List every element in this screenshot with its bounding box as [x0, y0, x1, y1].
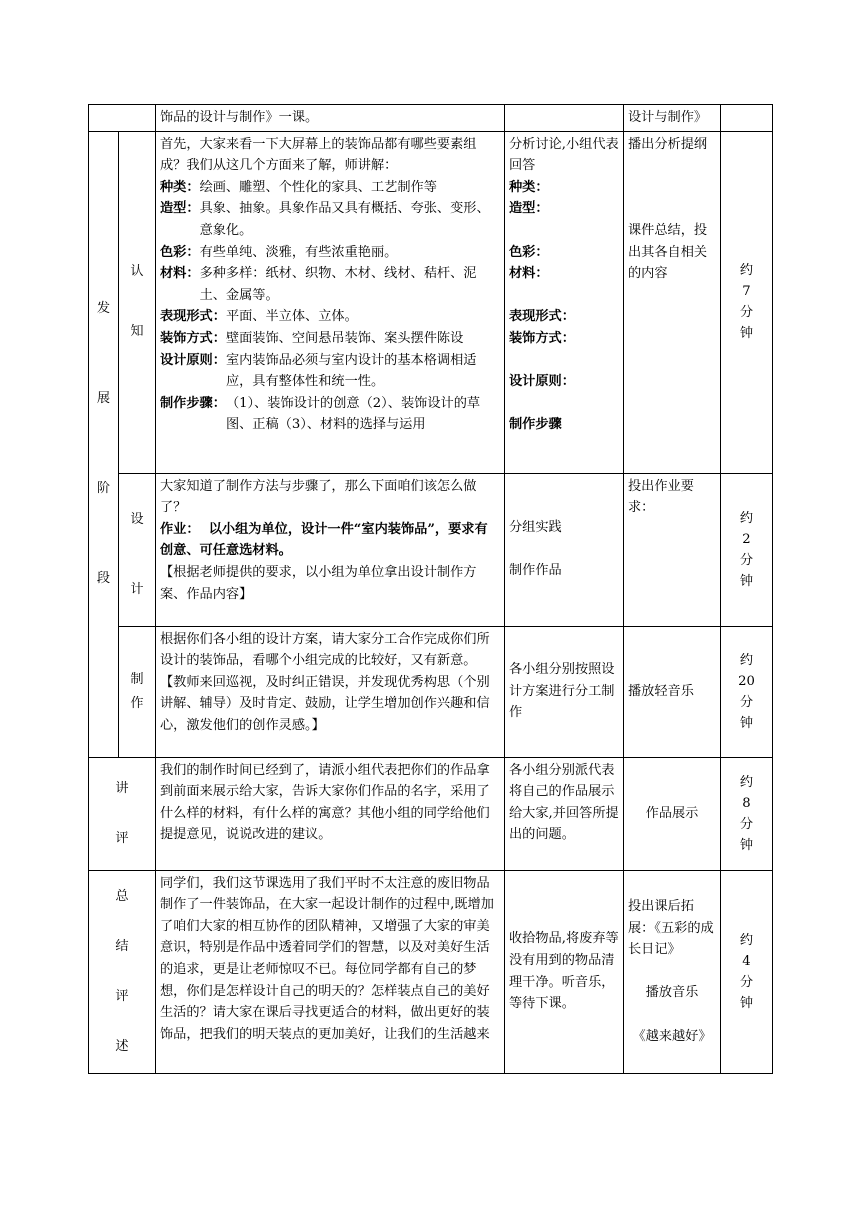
lesson-plan-table — [88, 104, 773, 1074]
summary-teacher: 投出课后拓展：《五彩的成长日记》 播放音乐 《越来越好》 — [624, 870, 721, 1073]
recognize-teacher: 播出分析提纲 课件总结，投出其各自相关的内容 — [624, 131, 721, 473]
design-teacher: 投出作业要求： — [624, 473, 721, 626]
item-steps: 制作步骤： （1）、装饰设计的创意（2）、装饰设计的草图、正稿（3）、材料的选择与运用 — [160, 395, 481, 433]
stage-char: 总 — [115, 888, 129, 904]
stage-char: 结 — [115, 938, 129, 954]
stage-char: 阶 — [96, 481, 111, 497]
recognize-student: 分析讨论,小组代表回答 种类： 造型： 色彩： 材料： 表现形式： 装饰方式： 设计原则： 制作步骤 — [505, 131, 624, 473]
stage-char: 展 — [96, 391, 111, 407]
table-row-make — [89, 626, 773, 757]
stage-char: 评 — [115, 988, 129, 1004]
item-material: 材料： 多种多样：纸材、织物、木材、线材、秸杆、泥土、金属等。 — [160, 266, 477, 303]
homework-label: 作业： — [160, 521, 200, 537]
review-time: 约 8 分 钟 — [721, 757, 773, 870]
item-principle: 设计原则： 室内装饰品必须与室内设计的基本格调相适应，具有整体性和统一性。 — [160, 352, 477, 390]
sub-stage-recognize — [119, 131, 156, 473]
review-student: 各小组分别派代表将自己的作品展示给大家,并回答所提出的问题。 — [505, 757, 624, 870]
recognize-intro: 首先，大家来看一下大屏幕上的装饰品都有哪些要素组成？我们从这几个方面来了解，师讲解： — [160, 136, 477, 174]
table-row-review — [89, 757, 773, 870]
item-decoration: 装饰方式： 壁面装饰、空间悬吊装饰、案头摆件陈设 — [160, 330, 464, 346]
stage-char: 讲 — [115, 780, 129, 796]
item-shape: 造型： 具象、抽象。具象作品又具有概括、夸张、变形、意象化。 — [160, 201, 490, 238]
table-row-continuation — [89, 105, 773, 132]
homework-text: 以小组为单位，设计一件“室内装饰品”，要求有创意、可任意选材料。 — [160, 521, 488, 559]
item-kind: 种类： 绘画、雕塑、个性化的家具、工艺制作等 — [160, 179, 437, 195]
summary-content: 同学们，我们这节课选用了我们平时不太注意的废旧物品制作了一件装饰品，在大家一起设计制作的过程中,既增加了咱们大家的相互协作的团队精神，又增强了大家的审美意识，特别是作品中透着同学们的智慧，以及对美好生活的追求，更是让老师惊叹不已。每位同学都有自己的梦想，你们是怎样设计自己的明天的？怎样装点自己的美好生活的？请大家在课后寻找更适合的材料，做出更好的装饰品，把我们的明天装点的更加美好，让我们的生活越来 — [156, 870, 505, 1073]
teacher-text: 设计与制作》 — [628, 110, 708, 125]
sub-stage-char: 制 — [130, 671, 144, 687]
content-cell — [156, 105, 505, 132]
make-time: 约 20 分 钟 — [721, 626, 773, 757]
item-color: 色彩： 有些单纯、淡雅，有些浓重艳丽。 — [160, 244, 398, 260]
sub-stage-char: 设 — [130, 511, 144, 527]
sub-stage-char: 作 — [130, 695, 144, 711]
stage-develop-cell — [89, 131, 119, 757]
sub-stage-char: 知 — [130, 324, 144, 340]
sub-stage-make — [119, 626, 156, 757]
stage-char: 述 — [115, 1038, 129, 1054]
review-content: 我们的制作时间已经到了，请派小组代表把你们的作品拿到前面来展示给大家，告诉大家你们作品的名字，采用了什么样的材料，有什么样的寓意？其他小组的同学给他们提提意见，说说改进的建议。 — [156, 757, 505, 870]
make-student: 各小组分别按照设计方案进行分工制作 — [505, 626, 624, 757]
stage-review-cell — [89, 757, 156, 870]
item-form: 表现形式： 平面、半立体、立体。 — [160, 309, 358, 325]
design-time: 约 2 分 钟 — [721, 473, 773, 626]
sub-stage-char: 计 — [130, 581, 144, 597]
teacher-cell — [624, 105, 721, 132]
content-text: 饰品的设计与制作》一课。 — [160, 110, 319, 125]
summary-time: 约 4 分 钟 — [721, 870, 773, 1073]
time-cell — [721, 105, 773, 132]
make-content: 根据你们各小组的设计方案，请大家分工合作完成你们所设计的装饰品，看哪个小组完成的比较好，又有新意。 【教师来回巡视，及时纠正错误，并发现优秀构思（个别讲解、辅导）及时肯定、鼓励，让学生增加创作兴趣和信心，激发他们的创作灵感。】 — [156, 626, 505, 757]
stage-summary-cell — [89, 870, 156, 1073]
recognize-time: 约 7 分 钟 — [721, 131, 773, 473]
design-student: 分组实践 制作作品 — [505, 473, 624, 626]
stage-cell-empty — [89, 105, 156, 132]
student-cell — [505, 105, 624, 132]
table-row-summary — [89, 870, 773, 1073]
stage-char: 段 — [96, 571, 111, 587]
sub-stage-design — [119, 473, 156, 626]
review-teacher: 作品展示 — [624, 757, 721, 870]
make-teacher: 播放轻音乐 — [624, 626, 721, 757]
stage-char: 发 — [96, 301, 111, 317]
sub-stage-char: 认 — [130, 264, 144, 280]
summary-student: 收拾物品,将废弃等没有用到的物品清理干净。听音乐，等待下课。 — [505, 870, 624, 1073]
recognize-content — [156, 131, 505, 473]
table-row-design — [89, 473, 773, 626]
stage-char: 评 — [115, 830, 129, 846]
design-content: 大家知道了制作方法与步骤了，那么下面咱们该怎么做了？ 作业： 以小组为单位，设计一件“室内装饰品”，要求有创意、可任意选材料。 【根据老师提供的要求，以小组为单位拿出设计制作方案、作品内容】 — [156, 473, 505, 626]
table-row-recognize — [89, 131, 773, 473]
